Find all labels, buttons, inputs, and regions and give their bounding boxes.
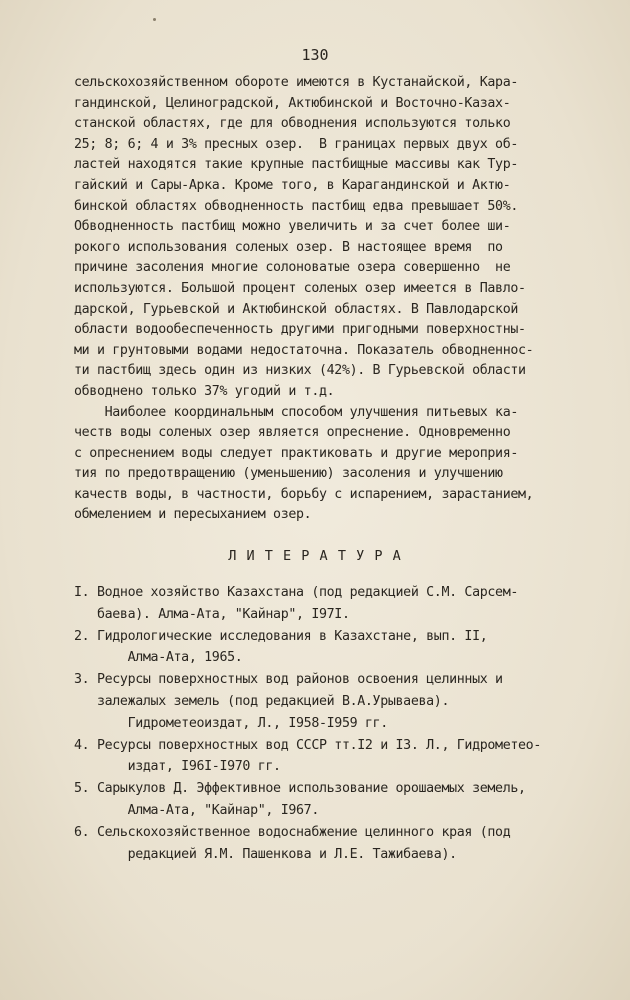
reference-line: залежалых земель (под редакцией В.А.Урываева). [74,693,450,709]
reference-list [74,582,584,865]
text-line: 25; 8; 6; 4 и 3% пресных озер. В границах первых двух об- [74,136,519,152]
text-line: обмелением и пересыханием озер. [74,507,312,523]
ink-dot [153,18,156,21]
text-line: бинской областях обводненность пастбищ едва превышает 50%. [74,198,519,214]
text-line: с опреснением воды следует практиковать и другие мероприя- [74,445,519,461]
text-line: ластей находятся такие крупные пастбищные массивы как Тур- [74,157,519,173]
text-line: тия по предотвращению (уменьшению) засоления и улучшению [74,466,503,482]
text-line: сельскохозяйственном обороте имеются в Кустанайской, Кара- [74,75,519,90]
reference-line: баева). Алма-Ата, "Кайнар", I97I. [74,606,350,622]
text-line: рокого использования соленых озер. В настоящее время по [74,239,503,255]
text-line: дарской, Гурьевской и Актюбинской областях. В Павлодарской [74,301,519,317]
reference-line: 4. Ресурсы поверхностных вод СССР тт.I2 и I3. Л., Гидрометео- [74,737,541,753]
text-line: области водообеспеченность другими пригодными поверхностны- [74,322,526,338]
reference-line: 6. Сельскохозяйственное водоснабжение целинного края (под [74,824,511,840]
text-line: Обводненность пастбищ можно увеличить и за счет более ши- [74,219,511,235]
reference-line: Алма-Ата, 1965. [74,650,243,666]
text-line: ти пастбищ здесь один из низких (42%). В Гурьевской области [74,363,526,379]
text-line: честв воды соленых озер является опреснение. Одновременно [74,425,511,441]
reference-line: редакцией Я.М. Пашенкова и Л.Е. Тажибаева). [74,846,457,862]
text-line: используются. Большой процент соленых озер имеется в Павло- [74,280,526,296]
text-line: ми и грунтовыми водами недостаточна. Показатель обводненнос- [74,342,534,358]
text-line: обводнено только 37% угодий и т.д. [74,383,335,399]
text-line: гайский и Сары-Арка. Кроме того, в Карагандинской и Актю- [74,177,511,193]
text-line: станской областях, где для обводнения используются только [74,116,511,132]
text-line: Наиболее координальным способом улучшения питьевых ка- [74,404,519,420]
page-number: 130 [301,46,329,64]
reference-line: Гидрометеоиздат, Л., I958-I959 гг. [74,715,388,731]
reference-line: 3. Ресурсы поверхностных вод районов освоения целинных и [74,672,503,688]
reference-line: издат, I96I-I970 гг. [74,759,281,775]
text-line: причине засоления многие солоноватые озера совершенно не [74,260,511,276]
reference-line: Алма-Ата, "Кайнар", I967. [74,802,319,818]
text-line: гандинской, Целиноградской, Актюбинской и Восточно-Казах- [74,95,511,111]
body-text [74,73,564,526]
text-line: качеств воды, в частности, борьбу с испарением, зарастанием, [74,486,534,502]
literature-heading: Л И Т Е Р А Т У Р А [228,548,402,564]
reference-line: 2. Гидрологические исследования в Казахстане, вып. II, [74,628,488,644]
reference-line: 5. Сарыкулов Д. Эффективное использование орошаемых земель, [74,781,526,797]
reference-line: I. Водное хозяйство Казахстана (под редакцией С.М. Сарсем- [74,585,519,600]
